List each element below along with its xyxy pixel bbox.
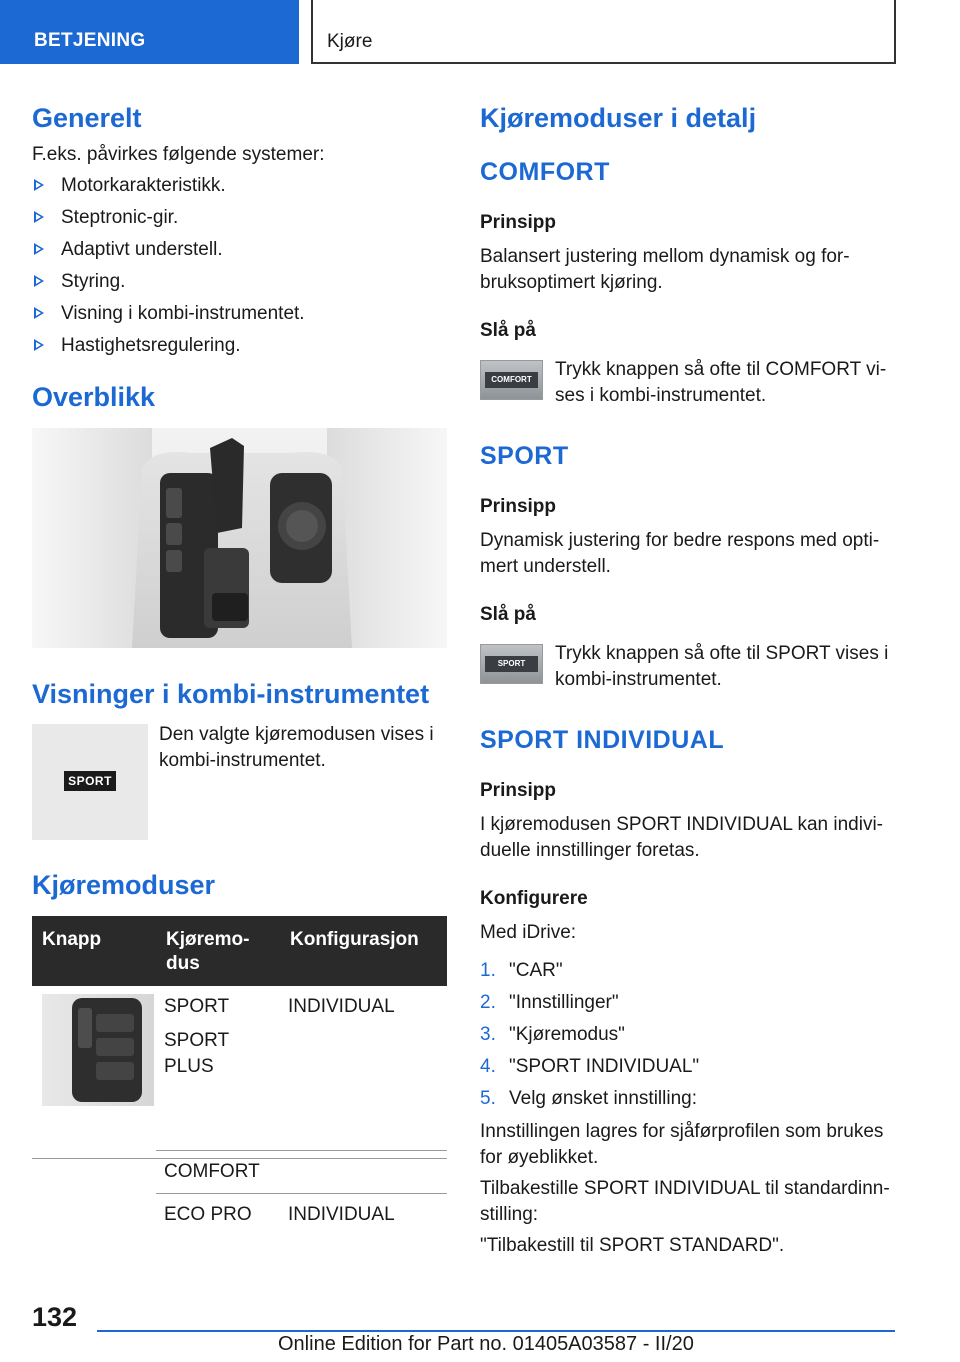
header-section-label: BETJENING	[34, 30, 146, 51]
bullet-triangle-icon	[34, 307, 44, 319]
config-cell: INDIVIDUAL	[280, 986, 447, 1150]
config-cell: INDIVIDUAL	[288, 1203, 395, 1225]
mode-buttons-illustration	[42, 994, 154, 1106]
bullet-triangle-icon	[34, 275, 44, 287]
section-title-kjoremoduser-detalj: Kjøremoduser i detalj	[480, 103, 757, 133]
visninger-text-line2: kombi-instrumentet.	[159, 750, 326, 771]
visninger-text-line1: Den valgte kjøremodusen vises i	[159, 724, 434, 745]
section-title-generelt: Generelt	[32, 103, 142, 133]
table-header-row	[32, 916, 447, 986]
list-item: Motorkarakteristikk.	[32, 173, 447, 205]
bullet-triangle-icon	[34, 211, 44, 223]
generelt-intro: F.eks. påvirkes følgende systemer:	[32, 144, 325, 165]
comfort-prinsipp-label: Prinsipp	[480, 212, 557, 233]
sport-individual-prinsipp-label: Prinsipp	[480, 780, 557, 801]
list-item: Hastighetsregulering.	[32, 333, 447, 365]
header-chapter-box	[311, 0, 896, 64]
list-item: 1. "CAR"	[480, 960, 563, 981]
list-item: Visning i kombi-instrumentet.	[32, 301, 447, 333]
comfort-button-image	[480, 360, 543, 400]
mode-cell: SPORT SPORT PLUS	[156, 986, 280, 1150]
reset-line2: stilling:	[480, 1204, 539, 1225]
page-number: 132	[32, 1302, 78, 1332]
konfigurere-steps	[480, 958, 895, 1118]
sport-prinsipp-label: Prinsipp	[480, 496, 557, 517]
sport-display-badge: SPORT	[64, 771, 116, 791]
bullet-triangle-icon	[34, 179, 44, 191]
bullet-triangle-icon	[34, 339, 44, 351]
comfort-prinsipp-line1: Balansert justering mellom dynamisk og for-	[480, 246, 850, 267]
table-header-konfigurasjon: Konfigurasjon	[280, 916, 447, 986]
subsection-title-sport: SPORT	[480, 442, 569, 470]
bullet-triangle-icon	[34, 243, 44, 255]
comfort-instr-line1: Trykk knappen så ofte til COMFORT vi-	[555, 359, 887, 380]
kombi-instrument-image	[32, 724, 148, 840]
header-chapter-label: Kjøre	[327, 31, 373, 52]
section-title-overblikk: Overblikk	[32, 382, 156, 412]
sport-instr-line2: kombi-instrumentet.	[555, 669, 722, 690]
saved-line1: Innstillingen lagres for sjåførprofilen som brukes	[480, 1121, 884, 1142]
saved-line2: for øyeblikket.	[480, 1147, 599, 1168]
sport-button-text: SPORT	[485, 656, 538, 672]
list-item: Steptronic-gir.	[32, 205, 447, 237]
footer-rule	[97, 1330, 895, 1332]
konfigurere-intro: Med iDrive:	[480, 922, 577, 943]
reset-line1: Tilbakestille SPORT INDIVIDUAL til standardinn-	[480, 1178, 890, 1199]
subsection-title-comfort: COMFORT	[480, 158, 610, 186]
list-item: 2. "Innstillinger"	[480, 992, 619, 1013]
comfort-button-text: COMFORT	[485, 372, 538, 388]
center-console-illustration	[32, 428, 447, 648]
sport-instr-line1: Trykk knappen så ofte til SPORT vises i	[555, 643, 889, 664]
list-item: 4. "SPORT INDIVIDUAL"	[480, 1056, 700, 1077]
subsection-title-sport-individual: SPORT INDIVIDUAL	[480, 726, 725, 754]
sport-prinsipp-line2: mert understell.	[480, 556, 611, 577]
center-console-image	[32, 428, 447, 648]
mode-cell: COMFORT	[156, 1150, 280, 1193]
list-item: Adaptivt understell.	[32, 237, 447, 269]
sport-button-image	[480, 644, 543, 684]
comfort-instr-line2: ses i kombi-instrumentet.	[555, 385, 767, 406]
section-title-visninger: Visninger i kombi-instrumentet	[32, 679, 430, 709]
list-item: 5. Velg ønsket innstilling:	[480, 1088, 697, 1109]
mode-cell: ECO PRO	[164, 1203, 252, 1225]
sport-individual-prinsipp-line2: duelle innstillinger foretas.	[480, 840, 700, 861]
footer-edition: Online Edition for Part no. 01405A03587 - II/20	[278, 1333, 694, 1355]
list-item: Styring.	[32, 269, 447, 301]
sport-prinsipp-line1: Dynamisk justering for bedre respons med opti-	[480, 530, 880, 551]
table-header-kjoremodus: Kjøremo- dus	[156, 916, 280, 986]
sport-individual-prinsipp-line1: I kjøremodusen SPORT INDIVIDUAL kan indivi-	[480, 814, 884, 835]
mode-buttons-image	[42, 994, 154, 1106]
konfigurere-label: Konfigurere	[480, 888, 588, 909]
table-header-knapp: Knapp	[32, 916, 156, 986]
reset-command: "Tilbakestill til SPORT STANDARD".	[480, 1235, 785, 1256]
comfort-sla-pa-label: Slå på	[480, 320, 536, 341]
config-cell	[280, 1150, 447, 1193]
sport-sla-pa-label: Slå på	[480, 604, 536, 625]
generelt-list	[32, 173, 447, 365]
comfort-prinsipp-line2: bruksoptimert kjøring.	[480, 272, 663, 293]
table-bottom-rule	[32, 1158, 447, 1159]
list-item: 3. "Kjøremodus"	[480, 1024, 625, 1045]
header-section-tab	[0, 0, 299, 64]
section-title-kjoremoduser: Kjøremoduser	[32, 870, 216, 900]
